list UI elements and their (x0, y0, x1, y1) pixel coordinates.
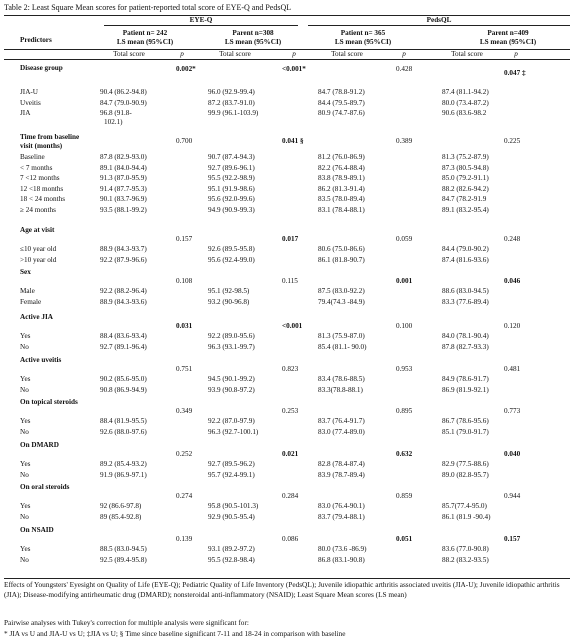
eyeq-patient-value: 96.8 (91.8- (100, 109, 132, 118)
peds-patient-value: 81.3 (75.9-87.0) (318, 332, 365, 340)
pedsql-header: PedsQL (426, 16, 452, 24)
p-value: 0.108 (176, 277, 193, 285)
p-value: 0.017 (282, 235, 299, 243)
p-value: 0.428 (396, 65, 413, 73)
eyeq-patient-value: 90.8 (86.9-94.9) (100, 385, 147, 394)
section-title: visit (months) (20, 142, 63, 150)
eyeq-patient-value: 90.4 (86.2-94.8) (100, 88, 147, 96)
row-label: Yes (20, 417, 31, 425)
peds-patient-header: Patient n= 365 (340, 29, 386, 37)
eyeq-patient-value: 92 (86.6-97.8) (100, 502, 142, 510)
p-value: 0.139 (176, 535, 193, 543)
pedsql-group-rule (308, 25, 570, 26)
p-value: 0.895 (396, 407, 413, 415)
eyeq-patient-value: 92.2 (87.9-96.6) (100, 255, 147, 264)
p-value: 0.047 ‡ (504, 69, 526, 77)
row-label: 18 < 24 months (20, 195, 65, 204)
section-title: Age at visit (20, 226, 55, 234)
table-caption: Table 2: Least Square Mean scores for patient-reported total score of EYE-Q and PedsQL (4, 3, 292, 12)
peds-parent-value: 80.0 (73.4-87.2) (442, 98, 489, 107)
eyeq-patient-value: 92.7 (89.1-96.4) (100, 342, 147, 351)
p-value: 0.953 (396, 365, 413, 373)
row-label: >10 year old (20, 255, 57, 264)
subheader-total-4: Total score (451, 50, 483, 58)
eyeq-parent-value: 92.2 (87.0-97.9) (208, 417, 255, 425)
peds-patient-value: 87.5 (83.0-92.2) (318, 287, 365, 295)
peds-parent-value: 90.6 (83.6-98.2 (442, 109, 487, 118)
eyeq-patient-value: 90.2 (85.6-95.0) (100, 375, 147, 383)
peds-patient-value: 84.7 (78.8-91.2) (318, 88, 365, 96)
peds-patient-value: 85.4 (81.1- 90.0) (318, 342, 367, 351)
eyeq-parent-value: 95.6 (92.0-99.6) (208, 195, 255, 204)
peds-patient-value: 84.4 (79.5-89.7) (318, 98, 365, 107)
peds-parent-value: 83.6 (77.0-90.8) (442, 545, 489, 553)
peds-patient-value: 86.2 (81.3-91.4) (318, 184, 365, 193)
p-value: 0.349 (176, 407, 193, 415)
section-title: Time from baseline (20, 133, 80, 141)
eyeq-parent-value: 92.7 (89.6-96.1) (208, 163, 255, 172)
row-label: ≥ 24 months (20, 206, 56, 214)
row-label: ≤10 year old (20, 245, 57, 253)
eyeq-parent-value: 95.1 (91.9-98.6) (208, 184, 255, 193)
row-label: No (20, 470, 29, 479)
section-title: Disease group (20, 64, 63, 72)
peds-patient-value: 82.2 (76.4-88.4) (318, 163, 365, 172)
peds-parent-value: 87.4 (81.1-94.2) (442, 88, 489, 96)
p-value: 0.284 (282, 492, 299, 500)
peds-parent-value: 81.3 (75.2-87.9) (442, 153, 489, 161)
row-label: Yes (20, 375, 31, 383)
eyeq-parent-value: 95.5 (92.8-98.4) (208, 555, 255, 564)
eyeq-parent-value: 95.5 (92.2-98.9) (208, 174, 255, 183)
section-title: On DMARD (20, 441, 59, 449)
eyeq-patient-value: 88.9 (84.3-93.7) (100, 245, 147, 253)
eyeq-parent-value: 93.1 (89.2-97.2) (208, 545, 255, 553)
p-value: 0.859 (396, 492, 413, 500)
eyeq-header: EYE-Q (189, 16, 213, 24)
peds-patient-value: 79.4(74.3 -84.9) (318, 297, 365, 306)
row-label: No (20, 342, 29, 351)
peds-patient-value: 83.3(78.8-88.1) (318, 385, 363, 394)
peds-parent-value: 82.9 (77.5-88.6) (442, 460, 489, 468)
eyeq-parent-value: 94.5 (90.1-99.2) (208, 375, 255, 383)
peds-patient-value: 86.1 (81.8-90.7) (318, 255, 365, 264)
p-value: <0.001 (282, 322, 303, 330)
eyeq-parent-value: 92.9 (90.5-95.4) (208, 512, 255, 521)
p-value: 0.001 (396, 277, 413, 285)
eyeq-patient-lsmean: LS mean (95%CI) (116, 38, 174, 46)
peds-parent-value: 89.0 (82.8-95.7) (442, 470, 489, 479)
peds-patient-value: 80.6 (75.0-86.6) (318, 245, 365, 253)
eyeq-patient-value: 87.8 (82.9-93.0) (100, 153, 147, 161)
section-title: On NSAID (20, 526, 54, 534)
p-value: 0.051 (396, 535, 413, 543)
eyeq-patient-value: 92.5 (89.4-95.8) (100, 555, 147, 564)
footnote-markers: * JIA vs U and JIA-U vs U; ‡JIA vs U; § Time since baseline significant 7-11 and 18-24 in comparison with baseline (4, 629, 346, 638)
section-title: On topical steroids (20, 398, 78, 406)
eyeq-parent-value: 96.0 (92.9-99.4) (208, 88, 255, 96)
subheader-p-4: p (514, 50, 518, 58)
p-value: 0.823 (282, 365, 299, 373)
subheader-p-2: p (292, 50, 296, 58)
peds-parent-value: 86.9 (81.9-92.1) (442, 385, 489, 394)
row-label: Baseline (20, 153, 45, 161)
eyeq-patient-value: 92.2 (88.2-96.4) (100, 287, 147, 295)
eyeq-parent-value: 96.3 (93.1-99.7) (208, 342, 255, 351)
subheader-p-1: p (180, 50, 184, 58)
peds-patient-value: 83.8 (78.9-89.1) (318, 174, 365, 183)
eyeq-patient-value: 91.3 (87.0-95.9) (100, 174, 147, 183)
peds-patient-value: 83.0 (77.4-89.0) (318, 427, 365, 436)
eyeq-parent-lsmean: LS mean (95%CI) (224, 38, 282, 46)
p-value: 0.031 (176, 322, 193, 330)
section-title: On oral steroids (20, 483, 70, 491)
p-value: 0.157 (504, 535, 521, 543)
peds-patient-value: 83.9 (78.7-89.4) (318, 470, 365, 479)
peds-parent-value: 84.4 (79.0-90.2) (442, 245, 489, 253)
row-label: No (20, 427, 29, 436)
eyeq-parent-value: 92.6 (89.5-95.8) (208, 245, 255, 253)
subheader-p-3: p (402, 50, 406, 58)
eyeq-patient-value: 93.5 (88.1-99.2) (100, 206, 147, 214)
row-label: < 7 months (20, 163, 53, 172)
subheader-total-1: Total score (113, 50, 145, 58)
eyeq-parent-value: 96.3 (92.7-100.1) (208, 427, 259, 436)
row-label: No (20, 512, 29, 521)
peds-patient-value: 83.0 (76.4-90.1) (318, 502, 365, 510)
eyeq-patient-value: 90.1 (83.7-96.9) (100, 195, 147, 204)
row-label: Yes (20, 332, 31, 340)
eyeq-parent-value: 95.8 (90.5-101.3) (208, 502, 259, 510)
peds-parent-value: 89.1 (83.2-95.4) (442, 206, 489, 214)
p-value: 0.040 (504, 450, 521, 458)
peds-patient-value: 80.9 (74.7-87.6) (318, 109, 365, 118)
p-value: 0.021 (282, 450, 299, 458)
p-value: 0.157 (176, 235, 193, 243)
peds-patient-value: 83.1 (78.4-88.1) (318, 206, 365, 214)
peds-parent-value: 87.3 (80.5-94.8) (442, 163, 489, 172)
p-value: 0.632 (396, 450, 413, 458)
eyeq-parent-value: 95.1 (92-98.5) (208, 287, 250, 295)
peds-patient-value: 83.7 (79.4-88.1) (318, 512, 365, 521)
eyeq-parent-header: Parent n=308 (232, 29, 274, 37)
eyeq-parent-value: 94.9 (90.9-99.3) (208, 206, 255, 214)
eyeq-patient-value: 89.2 (85.4-93.2) (100, 460, 147, 468)
eyeq-patient-value: 88.4 (81.9-95.5) (100, 417, 147, 425)
row-label: 12 <18 months (20, 184, 64, 193)
eyeq-patient-value: 91.9 (86.9-97.1) (100, 470, 147, 479)
row-label: Female (20, 297, 42, 306)
eyeq-patient-value: 88.5 (83.0-94.5) (100, 545, 147, 553)
peds-parent-value: 84.7 (78.2-91.9 (442, 195, 487, 204)
row-label: Uveitis (20, 98, 41, 107)
p-value: 0.041 § (282, 137, 304, 145)
peds-parent-value: 85.7(77.4-95.0) (442, 502, 487, 510)
section-title: Sex (20, 268, 31, 276)
eyeq-parent-value: 90.7 (87.4-94.3) (208, 153, 255, 161)
p-value: 0.773 (504, 407, 521, 415)
peds-parent-value: 86.7 (78.6-95.6) (442, 417, 489, 425)
p-value: 0.046 (504, 277, 521, 285)
p-value: 0.389 (396, 137, 413, 145)
p-value: 0.120 (504, 322, 521, 330)
p-value: 0.100 (396, 322, 413, 330)
p-value: 0.059 (396, 235, 413, 243)
peds-patient-lsmean: LS mean (95%CI) (334, 38, 392, 46)
eyeq-patient-header: Patient n= 242 (122, 29, 168, 37)
eyeq-patient-value: 92.6 (88.0-97.6) (100, 427, 147, 436)
p-value: 0.225 (504, 137, 521, 145)
footnote-pairwise: Pairwise analyses with Tukey's correction for multiple analysis were significant for: (4, 618, 249, 627)
p-value: <0.001* (282, 65, 306, 73)
section-title: Active JIA (20, 313, 53, 321)
eyeq-patient-value: 88.4 (83.6-93.4) (100, 332, 147, 340)
section-title: Active uveitis (20, 356, 62, 364)
peds-patient-value: 83.7 (76.4-91.7) (318, 417, 365, 425)
peds-parent-value: 85.1 (79.0-91.7) (442, 427, 489, 436)
p-value: 0.252 (176, 450, 193, 458)
subheader-rule (4, 59, 570, 60)
eyeq-parent-value: 99.9 (96.1-103.9) (208, 109, 259, 118)
peds-parent-value: 87.8 (82.7-93.3) (442, 342, 489, 351)
p-value: 0.944 (504, 492, 521, 500)
eyeq-parent-value: 95.6 (92.4-99.0) (208, 255, 255, 264)
row-label: JIA-U (20, 88, 38, 96)
eyeq-parent-value: 87.2 (83.7-91.0) (208, 98, 255, 107)
row-label: Male (20, 287, 35, 295)
peds-parent-value: 87.4 (81.6-93.6) (442, 255, 489, 264)
p-value: 0.248 (504, 235, 521, 243)
peds-parent-value: 85.0 (79.2-91.1) (442, 174, 489, 183)
subheader-total-2: Total score (219, 50, 251, 58)
eyeq-parent-value: 95.7 (92.4-99.1) (208, 470, 255, 479)
peds-parent-value: 83.3 (77.6-89.4) (442, 297, 489, 306)
row-label: No (20, 385, 29, 394)
p-value: 0.115 (282, 277, 298, 285)
table-bottom-rule (4, 578, 570, 579)
eyeq-parent-value: 92.7 (89.5-96.2) (208, 460, 255, 468)
peds-patient-value: 83.4 (78.6-88.5) (318, 375, 365, 383)
peds-parent-value: 88.6 (83.0-94.5) (442, 287, 489, 295)
eyeq-parent-value: 93.9 (90.8-97.2) (208, 385, 255, 394)
footnote-definitions: Effects of Youngsters' Eyesight on Quality of Life (EYE-Q); Pediatric Quality of Life Inventory (PedsQL); Juvenile idiopathic arthritis associated uveitis (JIA-U); Juvenile idiopathic arthritis (JIA); Disease-modifying antirheumatic drug (DMARD); nonsteroidal anti-inflammatory (NSAID); Least Square Mean scores (LS mean) (4, 580, 560, 599)
peds-parent-value: 88.2 (82.6-94.2) (442, 184, 489, 193)
row-label: JIA (20, 109, 31, 118)
peds-patient-value: 80.0 (73.6 -86.9) (318, 545, 367, 553)
peds-parent-value: 88.2 (83.2-93.5) (442, 555, 489, 564)
eyeq-patient-value-cont: 102.1) (104, 118, 123, 127)
subheader-total-3: Total score (331, 50, 363, 58)
eyeq-patient-value: 88.9 (84.3-93.6) (100, 297, 147, 306)
p-value: 0.253 (282, 407, 299, 415)
predictors-header: Predictors (20, 36, 52, 44)
p-value: 0.481 (504, 365, 521, 373)
peds-parent-value: 84.0 (78.1-90.4) (442, 332, 489, 340)
peds-parent-header: Parent n=409 (487, 29, 529, 37)
peds-patient-value: 83.5 (78.0-89.4) (318, 195, 365, 204)
peds-patient-value: 82.8 (78.4-87.4) (318, 460, 365, 468)
row-label: Yes (20, 545, 31, 553)
eyeq-patient-value: 89 (85.4-92.8) (100, 512, 142, 521)
row-label: Yes (20, 502, 31, 510)
row-label: 7 <12 months (20, 174, 60, 183)
p-value: 0.751 (176, 365, 193, 373)
p-value: 0.700 (176, 137, 193, 145)
eyeq-patient-value: 89.1 (84.0-94.4) (100, 163, 147, 172)
row-label: Yes (20, 460, 31, 468)
p-value: 0.002* (176, 65, 196, 73)
eyeq-parent-value: 93.2 (90-96.8) (208, 297, 250, 306)
peds-patient-value: 81.2 (76.0-86.9) (318, 153, 365, 161)
row-label: No (20, 555, 29, 564)
eyeq-parent-value: 92.2 (89.0-95.6) (208, 332, 255, 340)
eyeq-group-rule (104, 25, 298, 26)
peds-parent-value: 84.9 (78.6-91.7) (442, 375, 489, 383)
peds-parent-lsmean: LS mean (95%CI) (479, 38, 537, 46)
peds-parent-value: 86.1 (81.9 -90.4) (442, 512, 491, 521)
eyeq-patient-value: 91.4 (87.7-95.3) (100, 184, 147, 193)
p-value: 0.274 (176, 492, 193, 500)
p-value: 0.086 (282, 535, 299, 543)
eyeq-patient-value: 84.7 (79.0-90.9) (100, 98, 147, 107)
peds-patient-value: 86.8 (83.1-90.8) (318, 555, 365, 564)
